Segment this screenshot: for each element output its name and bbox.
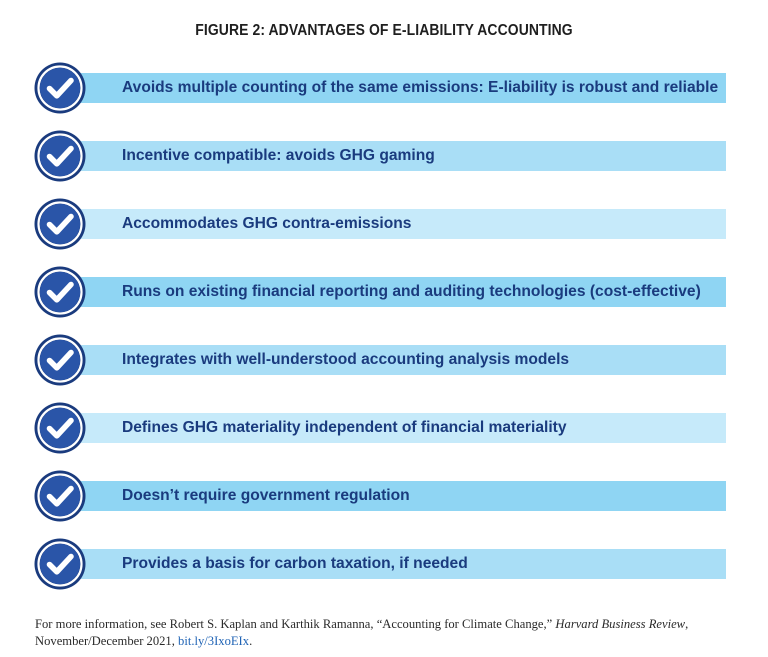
advantage-label: Provides a basis for carbon taxation, if needed — [122, 555, 468, 572]
source-link[interactable]: bit.ly/3IxoEIx — [178, 634, 250, 648]
advantage-bar — [60, 549, 726, 579]
advantage-row — [34, 402, 726, 454]
figure-title: FIGURE 2: ADVANTAGES OF E-LIABILITY ACCOUNTING — [195, 22, 573, 39]
source-note-issue: , November/December 2021, — [35, 617, 689, 648]
advantage-label: Avoids multiple counting of the same emissions: E-liability is robust and reliable — [122, 79, 719, 96]
advantage-bar — [60, 413, 726, 443]
advantage-label: Defines GHG materiality independent of financial materiality — [122, 419, 567, 436]
advantage-row — [34, 334, 726, 386]
advantage-bar — [60, 481, 726, 511]
check-badge-icon — [34, 538, 86, 590]
advantage-label: Doesn’t require government regulation — [122, 487, 410, 504]
check-badge-icon — [34, 402, 86, 454]
advantage-row — [34, 62, 726, 114]
advantage-row — [34, 538, 726, 590]
advantage-row — [34, 130, 726, 182]
advantage-label: Accommodates GHG contra-emissions — [122, 215, 412, 232]
advantage-row — [34, 198, 726, 250]
advantage-bar — [60, 73, 726, 103]
source-note-end: . — [249, 634, 253, 648]
check-badge-icon — [34, 334, 86, 386]
advantage-label: Incentive compatible: avoids GHG gaming — [122, 147, 435, 164]
advantage-bar — [60, 345, 726, 375]
check-badge-icon — [34, 198, 86, 250]
source-note-journal: Harvard Business Review — [555, 617, 686, 631]
check-badge-icon — [34, 266, 86, 318]
check-badge-icon — [34, 62, 86, 114]
advantage-bar — [60, 277, 726, 307]
advantage-label: Runs on existing financial reporting and auditing technologies (cost-effective) — [122, 283, 701, 300]
check-badge-icon — [34, 470, 86, 522]
source-note-lead: For more information, see Robert S. Kaplan and Karthik Ramanna, “Accounting for Climate Change,” — [35, 617, 553, 631]
advantage-row — [34, 266, 726, 318]
advantage-row — [34, 470, 726, 522]
source-note — [35, 616, 735, 650]
advantage-bar — [60, 209, 726, 239]
advantage-bar — [60, 141, 726, 171]
advantage-label: Integrates with well-understood accounting analysis models — [122, 351, 570, 368]
check-badge-icon — [34, 130, 86, 182]
